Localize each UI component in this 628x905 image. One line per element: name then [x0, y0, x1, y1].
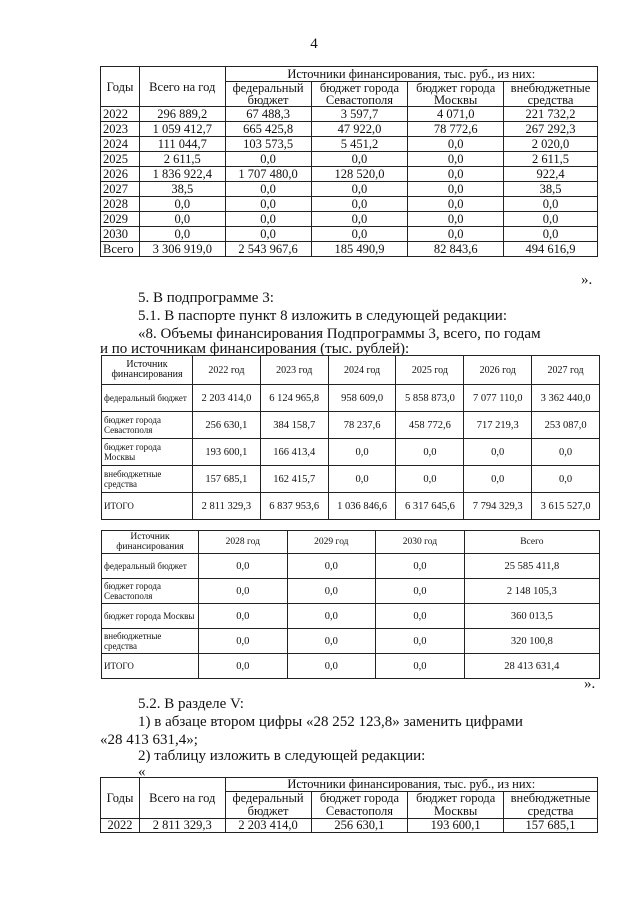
- header-year: 2026 год: [464, 356, 532, 385]
- table-cell: 0,0: [376, 554, 465, 579]
- table-cell: 111 044,7: [139, 137, 225, 152]
- table-cell: 0,0: [408, 152, 504, 167]
- table-cell: 256 630,1: [193, 412, 261, 439]
- row-year: 2029: [101, 212, 140, 227]
- row-year: 2027: [101, 182, 140, 197]
- table-cell: 47 922,0: [311, 122, 408, 137]
- table-row: [102, 493, 600, 520]
- row-label: бюджет города Севастополя: [102, 579, 199, 604]
- table-cell: 0,0: [225, 182, 311, 197]
- header-moscow: бюджет города Москвы: [408, 792, 504, 819]
- header-moscow: бюджет города Москвы: [408, 82, 504, 107]
- table-cell: 0,0: [311, 227, 408, 242]
- row-year: 2022: [101, 107, 140, 122]
- table-cell: 0,0: [199, 629, 288, 654]
- header-year: 2024 год: [328, 356, 396, 385]
- row-label: бюджет города Севастополя: [102, 412, 193, 439]
- table-cell: 2 611,5: [139, 152, 225, 167]
- row-label: бюджет города Москвы: [102, 439, 193, 466]
- row-year: Всего: [101, 242, 140, 257]
- table-cell: 0,0: [199, 579, 288, 604]
- table-cell: 0,0: [504, 227, 598, 242]
- table-cell: 320 100,8: [464, 629, 599, 654]
- table-row: [102, 412, 600, 439]
- row-label: внебюджетные средства: [102, 629, 199, 654]
- row-year: 2025: [101, 152, 140, 167]
- table-cell: 1 836 922,4: [139, 167, 225, 182]
- row-year: 2024: [101, 137, 140, 152]
- table-row: [101, 182, 598, 197]
- table-cell: 458 772,6: [396, 412, 464, 439]
- table-cell: 2 203 414,0: [225, 819, 311, 833]
- row-year: 2026: [101, 167, 140, 182]
- header-extrabudget: внебюджетные средства: [504, 82, 598, 107]
- table-cell: 7 794 329,3: [464, 493, 532, 520]
- table-cell: 0,0: [376, 654, 465, 679]
- table-cell: 38,5: [139, 182, 225, 197]
- table-row: [101, 137, 598, 152]
- table-row: [102, 604, 600, 629]
- table-cell: 25 585 411,8: [464, 554, 599, 579]
- header-total: Всего на год: [139, 778, 225, 819]
- table-cell: 384 158,7: [260, 412, 328, 439]
- table-cell: 0,0: [464, 466, 532, 493]
- table-cell: 2 811 329,3: [139, 819, 225, 833]
- table-cell: 0,0: [532, 466, 600, 493]
- table-cell: 0,0: [311, 182, 408, 197]
- table-cell: 6 837 953,6: [260, 493, 328, 520]
- header-year: 2027 год: [532, 356, 600, 385]
- table-cell: 922,4: [504, 167, 598, 182]
- header-years: Годы: [101, 778, 140, 819]
- close-quote: ».: [584, 676, 596, 692]
- table-cell: 128 520,0: [311, 167, 408, 182]
- table-cell: 0,0: [199, 554, 288, 579]
- row-label: федеральный бюджет: [102, 385, 193, 412]
- row-label: ИТОГО: [102, 654, 199, 679]
- table-cell: 0,0: [328, 439, 396, 466]
- header-sources: Источники финансирования, тыс. руб., из них:: [225, 778, 597, 792]
- table-row: [102, 629, 600, 654]
- row-label: федеральный бюджет: [102, 554, 199, 579]
- paragraph-8-line2: и по источникам финансирования (тыс. рублей):: [100, 341, 410, 357]
- row-year: 2028: [101, 197, 140, 212]
- header-federal: федеральный бюджет: [225, 792, 311, 819]
- row-label: ИТОГО: [102, 493, 193, 520]
- table-cell: 0,0: [225, 227, 311, 242]
- table-cell: 958 609,0: [328, 385, 396, 412]
- table-cell: 494 616,9: [504, 242, 598, 257]
- header-year: 2025 год: [396, 356, 464, 385]
- table-cell: 256 630,1: [311, 819, 408, 833]
- table-cell: 0,0: [199, 604, 288, 629]
- table-cell: 0,0: [287, 554, 376, 579]
- table-cell: 2 020,0: [504, 137, 598, 152]
- table-cell: 0,0: [376, 629, 465, 654]
- table-cell: 6 124 965,8: [260, 385, 328, 412]
- table-cell: 0,0: [408, 137, 504, 152]
- table-cell: 1 707 480,0: [225, 167, 311, 182]
- header-source: Источник финансирования: [102, 356, 193, 385]
- table-cell: 0,0: [328, 466, 396, 493]
- table-cell: 665 425,8: [225, 122, 311, 137]
- header-sources: Источники финансирования, тыс. руб., из них:: [225, 67, 597, 82]
- table-cell: 0,0: [532, 439, 600, 466]
- header-extrabudget: внебюджетные средства: [504, 792, 598, 819]
- table-cell: 166 413,4: [260, 439, 328, 466]
- table-cell: 28 413 631,4: [464, 654, 599, 679]
- table-cell: 0,0: [408, 197, 504, 212]
- table-cell: 0,0: [408, 227, 504, 242]
- table-cell: 0,0: [287, 579, 376, 604]
- header-year: 2023 год: [260, 356, 328, 385]
- table-cell: 1 036 846,6: [328, 493, 396, 520]
- header-total: Всего на год: [139, 67, 225, 107]
- table-cell: 0,0: [139, 212, 225, 227]
- paragraph-8-line1: «8. Объемы финансирования Подпрограммы 3, всего, по годам: [138, 326, 541, 342]
- financing-by-year-table: [100, 66, 598, 257]
- table-cell: 360 013,5: [464, 604, 599, 629]
- table-cell: 0,0: [139, 227, 225, 242]
- table-row: [101, 212, 598, 227]
- table-cell: 0,0: [225, 197, 311, 212]
- table-row: [102, 385, 600, 412]
- table-cell: 6 317 645,6: [396, 493, 464, 520]
- table-row: [101, 167, 598, 182]
- table-row: [101, 227, 598, 242]
- table-cell: 2 148 105,3: [464, 579, 599, 604]
- table-row: [102, 466, 600, 493]
- table-cell: 0,0: [139, 197, 225, 212]
- table-cell: 0,0: [199, 654, 288, 679]
- table-cell: 0,0: [464, 439, 532, 466]
- header-years: Годы: [101, 67, 140, 107]
- table-cell: 103 573,5: [225, 137, 311, 152]
- close-quote: ».: [581, 272, 593, 288]
- table-row: [101, 819, 598, 833]
- table-cell: 4 071,0: [408, 107, 504, 122]
- row-year: 2022: [101, 819, 140, 833]
- page-number: 4: [310, 36, 318, 52]
- row-label: внебюджетные средства: [102, 466, 193, 493]
- table-cell: 2 811 329,3: [193, 493, 261, 520]
- table-cell: 82 843,6: [408, 242, 504, 257]
- table-row: [102, 579, 600, 604]
- header-total: Всего: [464, 531, 599, 554]
- table-cell: 185 490,9: [311, 242, 408, 257]
- table-cell: 157 685,1: [504, 819, 598, 833]
- table-row: [102, 554, 600, 579]
- table-cell: 67 488,3: [225, 107, 311, 122]
- header-sevastopol: бюджет города Севастополя: [311, 82, 408, 107]
- table-cell: 157 685,1: [193, 466, 261, 493]
- table-cell: 0,0: [311, 212, 408, 227]
- section-v-financing-table: [100, 777, 598, 833]
- table-cell: 253 087,0: [532, 412, 600, 439]
- subprogram-3-financing-table-2022-2027: [101, 355, 600, 520]
- table-cell: 0,0: [225, 152, 311, 167]
- header-federal: федеральный бюджет: [225, 82, 311, 107]
- table-cell: 0,0: [408, 167, 504, 182]
- paragraph-2: 2) таблицу изложить в следующей редакции:: [138, 748, 426, 764]
- table-cell: 78 237,6: [328, 412, 396, 439]
- table-cell: 193 600,1: [193, 439, 261, 466]
- header-year: 2022 год: [193, 356, 261, 385]
- table-cell: 267 292,3: [504, 122, 598, 137]
- table-cell: 717 219,3: [464, 412, 532, 439]
- table-cell: 0,0: [311, 197, 408, 212]
- paragraph-5-1: 5.1. В паспорте пункт 8 изложить в следующей редакции:: [138, 308, 507, 324]
- row-year: 2023: [101, 122, 140, 137]
- table-cell: 3 306 919,0: [139, 242, 225, 257]
- table-cell: 2 203 414,0: [193, 385, 261, 412]
- header-source: Источник финансирования: [102, 531, 199, 554]
- table-cell: 5 451,2: [311, 137, 408, 152]
- subprogram-3-financing-table-2028-2030: [101, 530, 600, 679]
- header-sevastopol: бюджет города Севастополя: [311, 792, 408, 819]
- table-cell: 3 362 440,0: [532, 385, 600, 412]
- table-cell: 0,0: [504, 197, 598, 212]
- table-cell: 2 543 967,6: [225, 242, 311, 257]
- table-cell: 5 858 873,0: [396, 385, 464, 412]
- table-cell: 78 772,6: [408, 122, 504, 137]
- table-cell: 296 889,2: [139, 107, 225, 122]
- table-cell: 162 415,7: [260, 466, 328, 493]
- table-cell: 0,0: [504, 212, 598, 227]
- table-cell: 0,0: [311, 152, 408, 167]
- table-row: [101, 197, 598, 212]
- table-cell: 0,0: [225, 212, 311, 227]
- table-row: [101, 107, 598, 122]
- table-cell: 3 597,7: [311, 107, 408, 122]
- table-row: [102, 654, 600, 679]
- table-cell: 0,0: [287, 604, 376, 629]
- table-row: [101, 122, 598, 137]
- table-cell: 0,0: [396, 439, 464, 466]
- table-cell: 7 077 110,0: [464, 385, 532, 412]
- table-cell: 1 059 412,7: [139, 122, 225, 137]
- table-cell: 0,0: [287, 629, 376, 654]
- table-cell: 2 611,5: [504, 152, 598, 167]
- paragraph-5: 5. В подпрограмме 3:: [138, 290, 274, 306]
- table-cell: 38,5: [504, 182, 598, 197]
- paragraph-1-line2: «28 413 631,4»;: [100, 732, 198, 748]
- open-quote: «: [138, 764, 146, 780]
- paragraph-5-2: 5.2. В разделе V:: [138, 696, 244, 712]
- table-cell: 0,0: [408, 182, 504, 197]
- table-cell: 0,0: [408, 212, 504, 227]
- row-year: 2030: [101, 227, 140, 242]
- table-cell: 221 732,2: [504, 107, 598, 122]
- paragraph-1-line1: 1) в абзаце втором цифры «28 252 123,8» заменить цифрами: [138, 714, 523, 730]
- table-row: [102, 439, 600, 466]
- header-year: 2028 год: [199, 531, 288, 554]
- table-cell: 0,0: [287, 654, 376, 679]
- header-year: 2030 год: [376, 531, 465, 554]
- table-row: [101, 152, 598, 167]
- table-cell: 3 615 527,0: [532, 493, 600, 520]
- table-cell: 193 600,1: [408, 819, 504, 833]
- table-cell: 0,0: [396, 466, 464, 493]
- table-cell: 0,0: [376, 579, 465, 604]
- table-cell: 0,0: [376, 604, 465, 629]
- header-year: 2029 год: [287, 531, 376, 554]
- table-row: [101, 242, 598, 257]
- row-label: бюджет города Москвы: [102, 604, 199, 629]
